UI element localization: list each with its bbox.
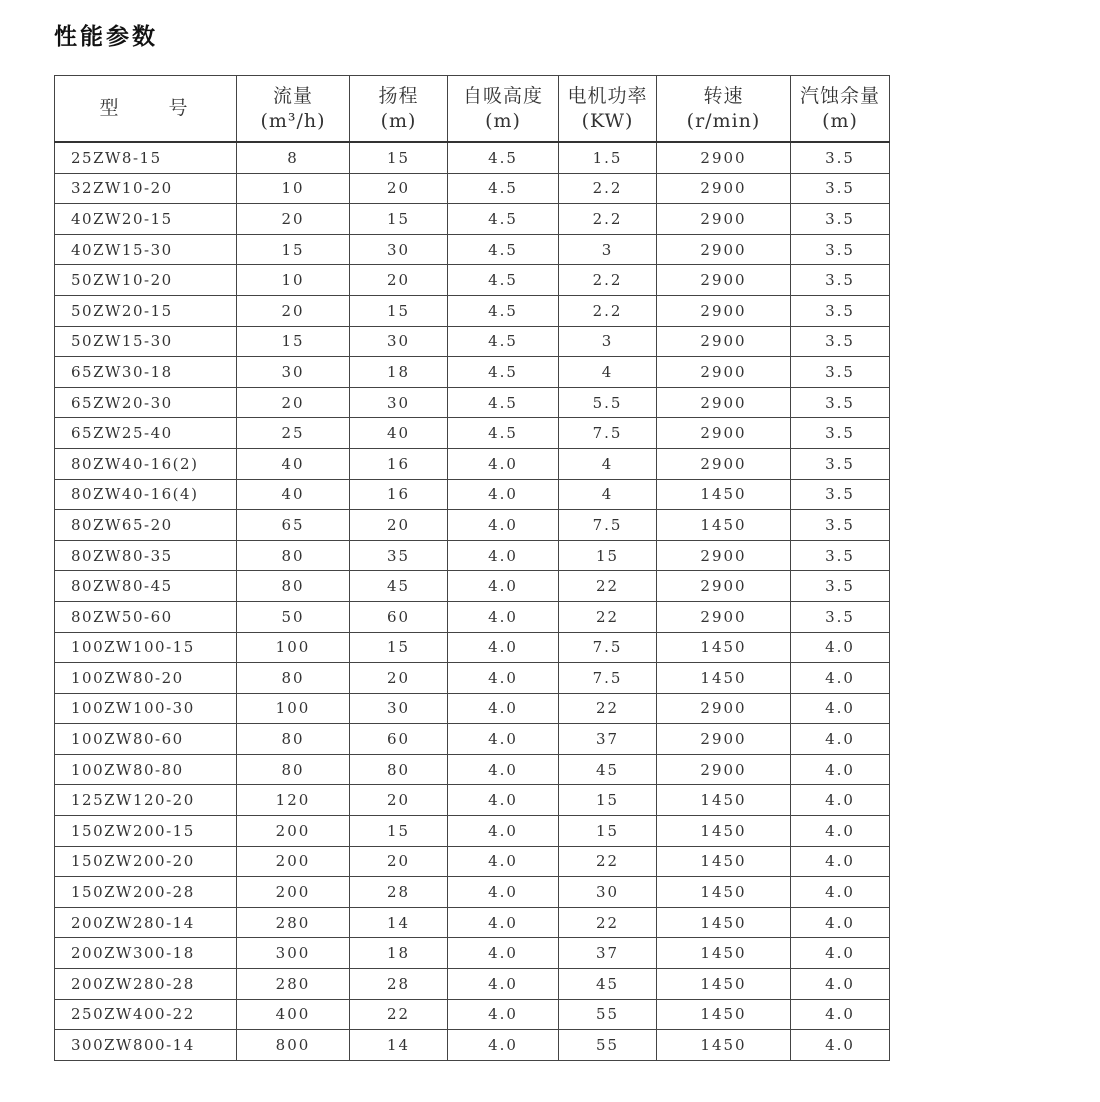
cell-suction-height: 4.0: [448, 571, 559, 602]
table-row: [55, 265, 890, 296]
cell-npsh: 3.5: [791, 448, 890, 479]
cell-model: 80ZW40-16(4): [55, 479, 237, 510]
cell-motor-power: 15: [559, 785, 657, 816]
cell-head: 18: [350, 938, 448, 969]
table-row: [55, 418, 890, 449]
header-suction-height-label: 自吸高度: [462, 84, 543, 107]
cell-motor-power: 2.2: [559, 204, 657, 235]
header-flow-unit: (m³/h): [260, 109, 326, 132]
cell-npsh: 4.0: [791, 907, 890, 938]
cell-model: 150ZW200-15: [55, 816, 237, 847]
cell-model: 32ZW10-20: [55, 173, 237, 204]
cell-model: 40ZW20-15: [55, 204, 237, 235]
cell-flow: 80: [237, 663, 350, 694]
cell-head: 20: [350, 663, 448, 694]
cell-motor-power: 45: [559, 754, 657, 785]
cell-npsh: 4.0: [791, 785, 890, 816]
cell-npsh: 3.5: [791, 204, 890, 235]
cell-suction-height: 4.0: [448, 969, 559, 1000]
cell-npsh: 4.0: [791, 846, 890, 877]
cell-flow: 50: [237, 601, 350, 632]
cell-flow: 25: [237, 418, 350, 449]
cell-flow: 80: [237, 571, 350, 602]
header-suction-height: [448, 76, 559, 143]
cell-head: 30: [350, 234, 448, 265]
cell-head: 20: [350, 510, 448, 541]
cell-flow: 30: [237, 357, 350, 388]
header-motor-power: [559, 76, 657, 143]
cell-suction-height: 4.5: [448, 265, 559, 296]
cell-flow: 20: [237, 387, 350, 418]
cell-model: 80ZW65-20: [55, 510, 237, 541]
cell-npsh: 3.5: [791, 601, 890, 632]
header-head-unit: (m): [380, 109, 417, 132]
cell-motor-power: 45: [559, 969, 657, 1000]
cell-speed: 2900: [657, 357, 791, 388]
cell-suction-height: 4.5: [448, 295, 559, 326]
table-row: [55, 142, 890, 173]
cell-npsh: 3.5: [791, 540, 890, 571]
cell-npsh: 4.0: [791, 816, 890, 847]
cell-head: 22: [350, 999, 448, 1030]
cell-suction-height: 4.0: [448, 754, 559, 785]
cell-speed: 1450: [657, 969, 791, 1000]
cell-model: 100ZW80-80: [55, 754, 237, 785]
cell-motor-power: 4: [559, 479, 657, 510]
cell-flow: 8: [237, 142, 350, 173]
cell-head: 14: [350, 1030, 448, 1061]
table-row: [55, 448, 890, 479]
cell-head: 15: [350, 142, 448, 173]
cell-motor-power: 22: [559, 601, 657, 632]
cell-head: 60: [350, 724, 448, 755]
cell-flow: 120: [237, 785, 350, 816]
cell-motor-power: 2.2: [559, 265, 657, 296]
cell-npsh: 3.5: [791, 234, 890, 265]
table-row: [55, 204, 890, 235]
table-row: [55, 510, 890, 541]
header-speed: [657, 76, 791, 143]
header-npsh-unit: (m): [822, 109, 858, 132]
cell-model: 65ZW30-18: [55, 357, 237, 388]
cell-npsh: 4.0: [791, 663, 890, 694]
cell-suction-height: 4.0: [448, 601, 559, 632]
cell-suction-height: 4.5: [448, 387, 559, 418]
cell-motor-power: 22: [559, 846, 657, 877]
table-row: [55, 663, 890, 694]
cell-head: 14: [350, 907, 448, 938]
cell-npsh: 4.0: [791, 938, 890, 969]
cell-suction-height: 4.0: [448, 693, 559, 724]
cell-npsh: 3.5: [791, 295, 890, 326]
cell-head: 15: [350, 632, 448, 663]
cell-flow: 200: [237, 877, 350, 908]
header-npsh: [791, 76, 890, 143]
cell-motor-power: 2.2: [559, 295, 657, 326]
cell-flow: 800: [237, 1030, 350, 1061]
cell-head: 20: [350, 846, 448, 877]
cell-model: 65ZW20-30: [55, 387, 237, 418]
table-row: [55, 969, 890, 1000]
table-row: [55, 540, 890, 571]
cell-npsh: 3.5: [791, 418, 890, 449]
cell-head: 20: [350, 265, 448, 296]
cell-suction-height: 4.0: [448, 663, 559, 694]
table-row: [55, 387, 890, 418]
cell-flow: 80: [237, 724, 350, 755]
cell-flow: 20: [237, 204, 350, 235]
cell-motor-power: 1.5: [559, 142, 657, 173]
cell-npsh: 3.5: [791, 387, 890, 418]
cell-head: 30: [350, 387, 448, 418]
table-row: [55, 693, 890, 724]
table-row: [55, 877, 890, 908]
table-row: [55, 907, 890, 938]
cell-speed: 2900: [657, 295, 791, 326]
cell-motor-power: 22: [559, 907, 657, 938]
cell-suction-height: 4.0: [448, 907, 559, 938]
cell-motor-power: 5.5: [559, 387, 657, 418]
cell-head: 18: [350, 357, 448, 388]
cell-head: 45: [350, 571, 448, 602]
header-flow-label: 流量: [272, 84, 313, 107]
cell-flow: 400: [237, 999, 350, 1030]
cell-speed: 1450: [657, 999, 791, 1030]
cell-speed: 2900: [657, 724, 791, 755]
cell-flow: 100: [237, 693, 350, 724]
cell-model: 50ZW10-20: [55, 265, 237, 296]
cell-flow: 20: [237, 295, 350, 326]
cell-npsh: 4.0: [791, 632, 890, 663]
cell-flow: 80: [237, 540, 350, 571]
cell-head: 20: [350, 785, 448, 816]
cell-suction-height: 4.5: [448, 357, 559, 388]
cell-motor-power: 55: [559, 999, 657, 1030]
header-motor-power-unit: (KW): [581, 109, 634, 132]
cell-motor-power: 4: [559, 448, 657, 479]
cell-npsh: 3.5: [791, 173, 890, 204]
cell-speed: 1450: [657, 632, 791, 663]
cell-model: 80ZW80-35: [55, 540, 237, 571]
cell-npsh: 3.5: [791, 571, 890, 602]
table-row: [55, 999, 890, 1030]
cell-flow: 300: [237, 938, 350, 969]
cell-motor-power: 37: [559, 938, 657, 969]
cell-motor-power: 7.5: [559, 418, 657, 449]
cell-motor-power: 7.5: [559, 510, 657, 541]
cell-suction-height: 4.0: [448, 785, 559, 816]
cell-head: 15: [350, 204, 448, 235]
cell-model: 200ZW280-14: [55, 907, 237, 938]
table-row: [55, 601, 890, 632]
cell-model: 65ZW25-40: [55, 418, 237, 449]
cell-model: 40ZW15-30: [55, 234, 237, 265]
header-head-label: 扬程: [378, 84, 419, 107]
cell-head: 40: [350, 418, 448, 449]
cell-suction-height: 4.0: [448, 816, 559, 847]
cell-model: 100ZW100-30: [55, 693, 237, 724]
cell-npsh: 4.0: [791, 693, 890, 724]
cell-motor-power: 4: [559, 357, 657, 388]
cell-flow: 80: [237, 754, 350, 785]
cell-speed: 1450: [657, 785, 791, 816]
cell-head: 16: [350, 448, 448, 479]
cell-suction-height: 4.5: [448, 204, 559, 235]
cell-motor-power: 7.5: [559, 632, 657, 663]
cell-suction-height: 4.5: [448, 142, 559, 173]
cell-npsh: 3.5: [791, 265, 890, 296]
table-row: [55, 295, 890, 326]
table-row: [55, 846, 890, 877]
cell-flow: 40: [237, 479, 350, 510]
cell-npsh: 3.5: [791, 510, 890, 541]
cell-speed: 2900: [657, 601, 791, 632]
cell-npsh: 3.5: [791, 479, 890, 510]
cell-suction-height: 4.0: [448, 510, 559, 541]
header-speed-unit: (r/min): [686, 109, 761, 132]
cell-speed: 1450: [657, 479, 791, 510]
cell-model: 80ZW40-16(2): [55, 448, 237, 479]
cell-model: 250ZW400-22: [55, 999, 237, 1030]
cell-suction-height: 4.0: [448, 724, 559, 755]
cell-speed: 1450: [657, 938, 791, 969]
cell-model: 200ZW300-18: [55, 938, 237, 969]
cell-speed: 1450: [657, 1030, 791, 1061]
table-body: [55, 142, 890, 1060]
cell-suction-height: 4.0: [448, 938, 559, 969]
cell-suction-height: 4.5: [448, 173, 559, 204]
cell-speed: 1450: [657, 846, 791, 877]
header-model-label: 型 号: [99, 97, 210, 119]
cell-motor-power: 15: [559, 816, 657, 847]
cell-speed: 2900: [657, 387, 791, 418]
cell-speed: 2900: [657, 265, 791, 296]
cell-speed: 2900: [657, 754, 791, 785]
cell-npsh: 4.0: [791, 724, 890, 755]
cell-npsh: 4.0: [791, 877, 890, 908]
cell-flow: 10: [237, 265, 350, 296]
cell-flow: 280: [237, 907, 350, 938]
cell-suction-height: 4.5: [448, 234, 559, 265]
cell-speed: 2900: [657, 142, 791, 173]
cell-speed: 1450: [657, 877, 791, 908]
cell-motor-power: 30: [559, 877, 657, 908]
cell-speed: 1450: [657, 907, 791, 938]
cell-speed: 2900: [657, 448, 791, 479]
table-row: [55, 173, 890, 204]
table-row: [55, 479, 890, 510]
cell-speed: 1450: [657, 816, 791, 847]
cell-flow: 200: [237, 816, 350, 847]
cell-speed: 2900: [657, 571, 791, 602]
cell-suction-height: 4.0: [448, 448, 559, 479]
table-row: [55, 938, 890, 969]
header-suction-height-unit: (m): [485, 109, 521, 132]
cell-motor-power: 3: [559, 234, 657, 265]
table-row: [55, 632, 890, 663]
cell-motor-power: 3: [559, 326, 657, 357]
cell-npsh: 4.0: [791, 1030, 890, 1061]
cell-speed: 2900: [657, 173, 791, 204]
cell-model: 200ZW280-28: [55, 969, 237, 1000]
table-row: [55, 326, 890, 357]
header-head: [350, 76, 448, 143]
cell-model: 150ZW200-20: [55, 846, 237, 877]
table-row: [55, 816, 890, 847]
cell-motor-power: 7.5: [559, 663, 657, 694]
header-row: [55, 76, 890, 143]
performance-table: [54, 75, 890, 1061]
cell-model: 125ZW120-20: [55, 785, 237, 816]
header-speed-label: 转速: [703, 84, 744, 107]
cell-speed: 2900: [657, 418, 791, 449]
table-row: [55, 357, 890, 388]
cell-npsh: 3.5: [791, 357, 890, 388]
table-row: [55, 234, 890, 265]
cell-motor-power: 2.2: [559, 173, 657, 204]
cell-npsh: 4.0: [791, 999, 890, 1030]
header-model: [55, 76, 237, 143]
table-header: [55, 76, 890, 143]
cell-speed: 1450: [657, 510, 791, 541]
table-row: [55, 1030, 890, 1061]
cell-model: 150ZW200-28: [55, 877, 237, 908]
cell-npsh: 3.5: [791, 326, 890, 357]
cell-flow: 15: [237, 326, 350, 357]
cell-head: 28: [350, 877, 448, 908]
table-row: [55, 785, 890, 816]
header-npsh-label: 汽蚀余量: [799, 84, 880, 107]
cell-head: 35: [350, 540, 448, 571]
cell-suction-height: 4.0: [448, 540, 559, 571]
table-row: [55, 754, 890, 785]
cell-model: 100ZW80-60: [55, 724, 237, 755]
cell-model: 100ZW100-15: [55, 632, 237, 663]
header-flow: [237, 76, 350, 143]
table-row: [55, 571, 890, 602]
cell-flow: 200: [237, 846, 350, 877]
cell-flow: 10: [237, 173, 350, 204]
cell-model: 50ZW15-30: [55, 326, 237, 357]
cell-suction-height: 4.0: [448, 846, 559, 877]
cell-speed: 2900: [657, 326, 791, 357]
cell-flow: 100: [237, 632, 350, 663]
cell-npsh: 3.5: [791, 142, 890, 173]
cell-head: 60: [350, 601, 448, 632]
cell-suction-height: 4.0: [448, 1030, 559, 1061]
cell-suction-height: 4.0: [448, 999, 559, 1030]
cell-head: 30: [350, 693, 448, 724]
cell-suction-height: 4.0: [448, 632, 559, 663]
cell-flow: 15: [237, 234, 350, 265]
header-motor-power-label: 电机功率: [567, 84, 648, 107]
cell-motor-power: 55: [559, 1030, 657, 1061]
cell-head: 16: [350, 479, 448, 510]
cell-motor-power: 15: [559, 540, 657, 571]
cell-head: 30: [350, 326, 448, 357]
cell-motor-power: 37: [559, 724, 657, 755]
cell-suction-height: 4.5: [448, 326, 559, 357]
cell-suction-height: 4.0: [448, 479, 559, 510]
cell-head: 80: [350, 754, 448, 785]
page-title: 性能参数: [54, 24, 158, 50]
table-row: [55, 724, 890, 755]
cell-flow: 40: [237, 448, 350, 479]
cell-flow: 280: [237, 969, 350, 1000]
cell-motor-power: 22: [559, 571, 657, 602]
cell-model: 50ZW20-15: [55, 295, 237, 326]
cell-speed: 1450: [657, 663, 791, 694]
cell-motor-power: 22: [559, 693, 657, 724]
cell-suction-height: 4.0: [448, 877, 559, 908]
cell-model: 80ZW50-60: [55, 601, 237, 632]
cell-model: 100ZW80-20: [55, 663, 237, 694]
cell-model: 300ZW800-14: [55, 1030, 237, 1061]
cell-suction-height: 4.5: [448, 418, 559, 449]
cell-speed: 2900: [657, 234, 791, 265]
cell-head: 20: [350, 173, 448, 204]
cell-speed: 2900: [657, 204, 791, 235]
cell-flow: 65: [237, 510, 350, 541]
cell-speed: 2900: [657, 540, 791, 571]
cell-model: 80ZW80-45: [55, 571, 237, 602]
cell-speed: 2900: [657, 693, 791, 724]
cell-npsh: 4.0: [791, 754, 890, 785]
cell-head: 28: [350, 969, 448, 1000]
cell-head: 15: [350, 816, 448, 847]
cell-head: 15: [350, 295, 448, 326]
cell-model: 25ZW8-15: [55, 142, 237, 173]
cell-npsh: 4.0: [791, 969, 890, 1000]
